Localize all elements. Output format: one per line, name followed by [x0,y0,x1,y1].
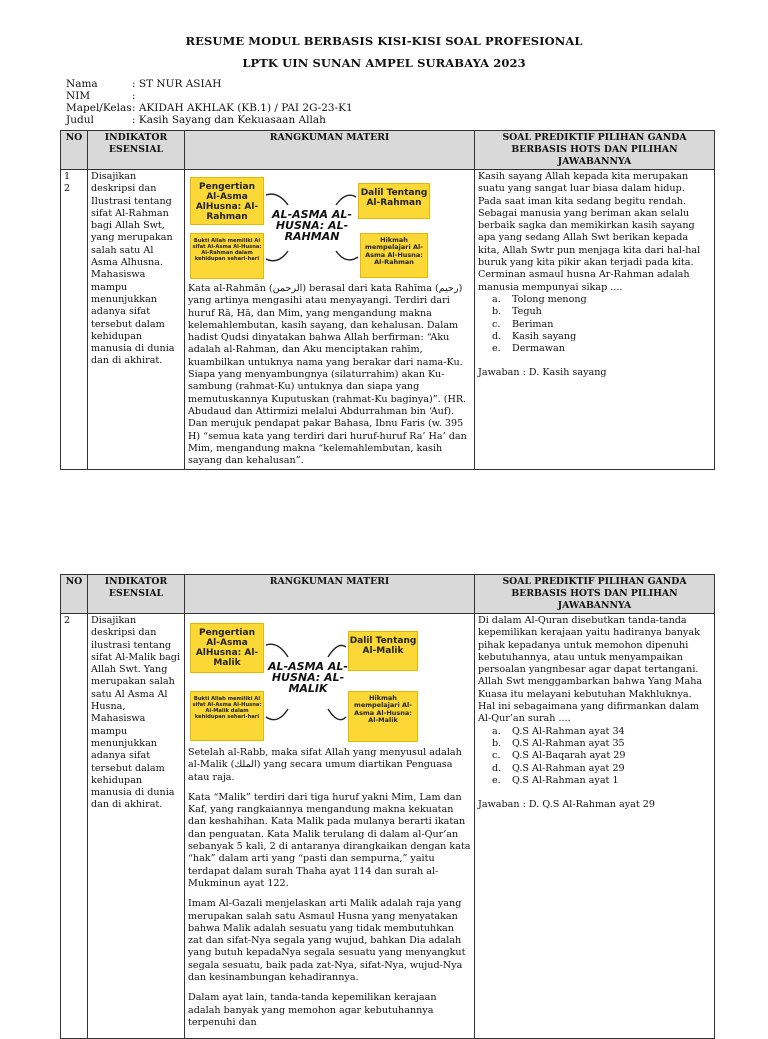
indikator-cell: Disajikan deskripsi dan ilustrasi tentang sifat Al-Malik bagi Allah Swt. Yang merupakan salah satu Al Asma Al Husna, Mahasiswa mampu menunjukkan adanya sifat tersebut dalam kehidupan manusia di dunia dan di akhirat. [88,614,185,1039]
indikator-cell: Disajikan deskripsi dan Ilustrasi tentang sifat Al-Rahman bagi Allah Swt, yang merupakan salah satu Al Asma Alhusna. Mahasiswa mampu menunjukkan adanya sifat tersebut dalam kehidupan manusia di dunia dan di akhirat. [88,170,185,470]
list-item: a. Tolong menong [492,293,587,305]
table-row [61,614,715,1039]
poster-card-hikmah: Hikmah mempelajari Al-Asma Al-Husna: Al-Rahman [360,233,428,278]
infographic-poster [188,617,416,743]
poster-center-title: AL-ASMA AL-HUSNA: AL-RAHMAN [272,208,352,243]
table-header-row [61,575,715,614]
header-soal: SOAL PREDIKTIF PILIHAN GANDA BERBASIS HOTS DAN PILIHAN JAWABANNYA [475,575,715,614]
table-row [61,170,715,470]
row-number: 1 2 [61,170,88,470]
poster-card-bukti: Bukti Allah memiliki Al sifat Al-Asma Al-Husna: Al-Malik dalam kehidupan sehari-hari [190,691,264,741]
poster-arrows [188,173,428,279]
infographic-poster [188,173,428,279]
header-rangkuman: RANGKUMAN MATERI [185,575,475,614]
meta-row-nim: NIM : [66,90,136,102]
table-header-row [61,131,715,170]
answer-options [478,726,711,787]
row-number: 2 [61,614,88,1039]
rangkuman-paragraph: Setelah al-Rabb, maka sifat Allah yang menyusul adalah al-Malik (الملك) yang secara umum diartikan Penguasa atau raja. [188,747,462,783]
meta-block [66,78,353,126]
poster-card-pengertian: Pengertian Al-Asma AlHusna: Al-Malik [190,623,264,673]
header-no: NO [61,131,88,170]
soal-text: Kasih sayang Allah kepada kita merupakan suatu yang sangat luar biasa dalam hidup. Pada saat iman kita sedang begitu rendah. Sebagai manusia yang beriman akan selalu berbaik sagka dan memikirkan kasih sayang apa yang sedang Allah Swt berikan kepada kita, Allah Swtr pun menjaga kita dari hal-hal buruk yang kita pikir akan terjadi pada kita. Cerminan asmaul husna Ar-Rahman adalah manusia mempunyai sikap .... [478,171,701,293]
poster-center-title: AL-ASMA AL-HUSNA: AL-MALIK [268,660,348,695]
answer-key: Jawaban : D. Kasih sayang [478,367,607,379]
list-item: d. Q.S Al-Rahman ayat 29 [492,762,625,774]
header-indikator: INDIKATOR ESENSIAL [88,131,185,170]
list-item: e. Dermawan [492,343,565,355]
poster-card-pengertian: Pengertian Al-Asma AlHusna: Al-Rahman [190,177,264,225]
answer-options [478,294,711,355]
list-item: a. Q.S Al-Rahman ayat 34 [492,725,625,737]
poster-card-dalil: Dalil Tentang Al-Rahman [358,183,430,219]
meta-row-mapel: Mapel/Kelas : AKIDAH AKHLAK (KB.1) / PAI 2G-23-K1 [66,102,353,114]
header-soal: SOAL PREDIKTIF PILIHAN GANDA BERBASIS HOTS DAN PILIHAN JAWABANNYA [475,131,715,170]
header-no: NO [61,575,88,614]
header-rangkuman: RANGKUMAN MATERI [185,131,475,170]
poster-card-bukti: Bukti Allah memiliki Al sifat Al-Asma Al-Husna: Al-Rahman dalam kehidupan sehari-hari [190,233,264,279]
list-item: b. Teguh [492,306,542,318]
list-item: d. Kasih sayang [492,330,577,342]
header-indikator: INDIKATOR ESENSIAL [88,575,185,614]
rangkuman-cell [185,170,475,470]
poster-card-hikmah: Hikmah mempelajari Al-Asma Al-Husna: Al-Malik [348,691,418,742]
list-item: c. Q.S Al-Baqarah ayat 29 [492,750,626,762]
document-title: RESUME MODUL BERBASIS KISI-KISI SOAL PROFESIONAL [185,34,583,48]
resume-table-1 [60,130,715,470]
resume-table-2 [60,574,715,1039]
rangkuman-paragraph: Imam Al-Gazali menjelaskan arti Malik adalah raja yang merupakan salah satu Asmaul Husna yang menyatakan bahwa Malik adalah sesuatu yang tidak membutuhkan zat dan sifat-Nya segala yang wujud, bahkan Dia adalah yang butuh kepadaNya segala sesuatu yang menyangkut segala sesuatu, baik pada zat-Nya, sifat-Nya, wujud-Nya dan kesinambungan kehadirannya. [188,898,466,984]
rangkuman-paragraph: Kata “Malik” terdiri dari tiga huruf yakni Mim, Lam dan Kaf, yang rangkaiannya mengandung makna kekuatan dan keshahihan. Kata Malik pada mulanya berarti ikatan dan penguatan. Kata Malik terulang di dalam al-Qur’an sebanyak 5 kali, 2 di antaranya dirangkaikan dengan kata “hak” dalam arti yang “pasti dan sempurna,” yaitu terdapat dalam surah Thaha ayat 114 dan surah al-Mukminun ayat 122. [188,791,471,889]
meta-row-nama: Nama : ST NUR ASIAH [66,78,222,90]
list-item: e. Q.S Al-Rahman ayat 1 [492,774,619,786]
rangkuman-cell [185,614,475,1039]
list-item: c. Beriman [492,318,554,330]
document-subtitle: LPTK UIN SUNAN AMPEL SURABAYA 2023 [242,56,526,70]
soal-cell [475,170,715,470]
soal-cell [475,614,715,1039]
meta-row-judul: Judul : Kasih Sayang dan Kekuasaan Allah [66,114,326,126]
rangkuman-paragraph: Dalam ayat lain, tanda-tanda kepemilikan kerajaan adalah banyak yang memohon agar kebutuhannya terpenuhi dan [188,992,437,1028]
list-item: b. Q.S Al-Rahman ayat 35 [492,737,625,749]
rangkuman-text: Kata al-Rahmān (الرحمن) berasal dari kata Rahīma (رحيم) yang artinya mengasihi atau menyayangi. Terdiri dari huruf Rā, Hā, dan Mim, yang mengandung makna kelemahlembutan, kasih sayang, dan kehalusan. Dalam hadist Qudsi dinyatakan bahwa Allah berfirman: “Aku adalah al-Rahman, dan Aku menciptakan rahīm, kuambilkan untuknya nama yang berakar dari nama-Ku. Siapa yang menyambungnya (silaturrahim) akan Ku-sambung (rahmat-Ku) untuknya dan siapa yang memutuskannya Kuputuskan (rahmat-Ku baginya)”. (HR. Abudaud dan Attirmizi melalui Abdurrahman bin ‘Auf). Dan merujuk pendapat pakar Bahasa, Ibnu Faris (w. 395 H) “semua kata yang terdiri dari huruf-huruf Ra’ Ha’ dan Mim, mengandung makna “kelemahlembutan, kasih sayang dan kehalusan”. [188,283,467,467]
poster-card-dalil: Dalil Tentang Al-Malik [348,631,418,671]
soal-text: Di dalam Al-Quran disebutkan tanda-tanda kepemilikan kerajaan yaitu hadiranya banyak pihak kepadanya untuk memohon dipenuhi kebutuhannya, atau untuk menyampaikan persoalan yangnbesar agar dapat tertangani. Allah Swt menggambarkan bahwa Yang Maha Kuasa itu melayani kebutuhan Makhluknya. Hal ini sebagaimana yang difirmankan dalam Al-Qur’an surah .... [478,615,703,725]
answer-key: Jawaban : D. Q.S Al-Rahman ayat 29 [478,799,655,811]
poster-arrows [188,617,418,743]
